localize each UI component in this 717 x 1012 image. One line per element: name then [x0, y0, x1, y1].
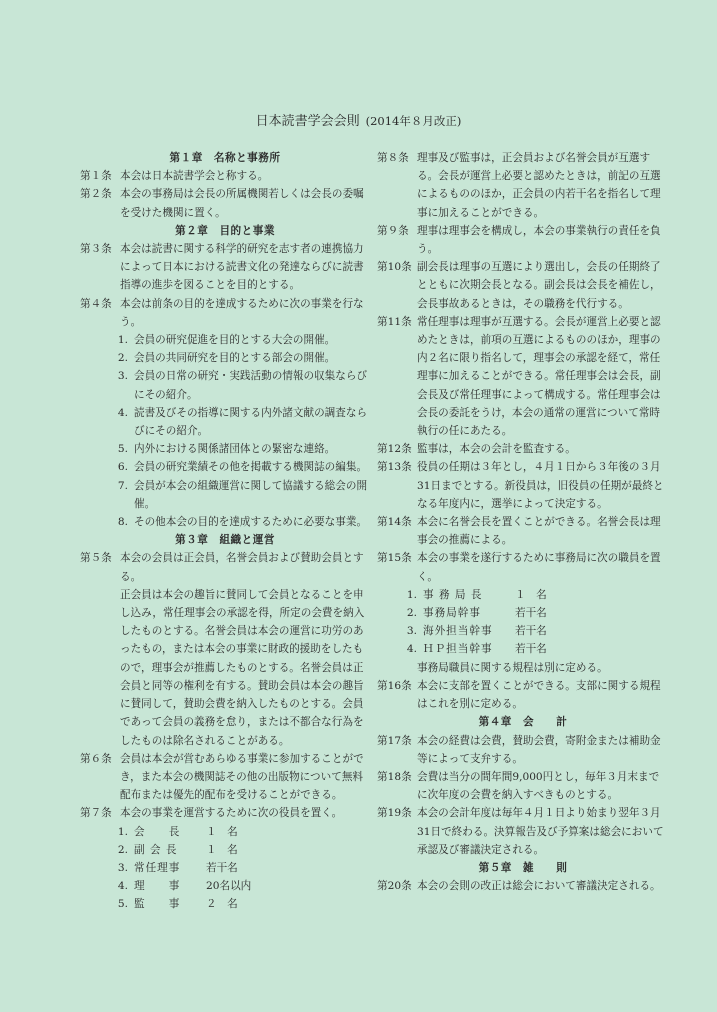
article-number: 第１条	[80, 170, 112, 183]
officer-row	[80, 841, 370, 859]
article-number: 第９条	[377, 224, 409, 237]
list-item	[80, 349, 370, 367]
article-number: 第11条	[377, 315, 412, 328]
article-text: 本会に名誉会長を置くことができる。名誉会長は理事会の推薦による。	[417, 516, 661, 547]
article-text: 本会に支部を置くことができる。支部に関する規程はこれを別に定める。	[417, 679, 661, 711]
chapter-heading: 第５章 雑 則	[478, 861, 568, 874]
staff-count: 若干名	[515, 643, 547, 656]
left-column	[80, 149, 370, 914]
list-text: 会員の研究業績その他を掲載する機関誌の編集。	[134, 461, 368, 474]
article-20	[377, 877, 669, 895]
article-text: 本会の会計年度は毎年４月１日より始まり翌年３月31日で終わる。決算報告及び予算案は総会において承認及び審議決定される。	[417, 807, 664, 856]
list-number: 3.	[117, 370, 128, 383]
officer-role: 監 事	[134, 898, 181, 911]
article-9	[377, 222, 669, 258]
article-number: 第３条	[80, 243, 112, 256]
list-number: 5.	[117, 443, 128, 456]
list-number: 7.	[117, 479, 128, 492]
list-text: 会員が本会の組織運営に関して協議する総会の開催。	[134, 479, 368, 510]
article-number: 第４条	[80, 297, 112, 310]
list-text: その他本会の目的を達成するために必要な事業。	[134, 516, 368, 529]
article-number: 第18条	[377, 770, 412, 783]
officer-count: １ 名	[206, 843, 238, 856]
article-number: 第20条	[377, 880, 412, 893]
article-7	[80, 804, 370, 822]
list-text: 読書及びその指導に関する内外諸文献の調査ならびにその紹介。	[134, 406, 368, 438]
list-number: 2.	[117, 843, 128, 856]
staff-count: 若干名	[515, 625, 547, 638]
article-11	[377, 313, 669, 440]
staff-role: 事務局幹事	[423, 607, 481, 620]
staff-role: 海外担当幹事	[423, 625, 493, 638]
article-number: 第８条	[377, 152, 409, 164]
list-number: 5.	[117, 898, 128, 911]
article-text: 役員の任期は３年とし，４月１日から３年後の３月31日までとする。新役員は，旧役員の任期が最終となる年度内に，選挙によって決定する。	[417, 461, 664, 510]
chapter-heading: 第４章 会 計	[478, 716, 568, 729]
list-number: 1.	[117, 334, 128, 347]
list-item	[80, 513, 370, 531]
article-2	[80, 185, 370, 221]
officer-count: ２ 名	[206, 898, 238, 911]
list-number: 3.	[406, 625, 417, 638]
article-text: 本会は日本読書学会と称する。	[120, 170, 269, 183]
staff-count: １ 名	[515, 588, 547, 601]
officer-count: 20名以内	[206, 880, 252, 893]
article-text: 本会の事業を遂行するために事務局に次の職員を置く。	[417, 552, 661, 583]
staff-row	[377, 604, 669, 622]
article-text: 常任理事は理事が互選する。会長が運営上必要と認めたときは，前項の互選によるもののほか，理事の内２名に限り指名して，理事会の承認を経て，常任理事に加えることができる。常任理事会は会長，副会長及び常任理事によって構成する。常任理事会は会長の委託をうけ，本会の通常の運営について常時執行の任にあたる。	[417, 315, 661, 438]
list-number: 3.	[117, 861, 128, 874]
article-1	[80, 167, 370, 185]
officer-role: 会 長	[134, 825, 181, 838]
article-number: 第15条	[377, 552, 412, 565]
article-number: 第５条	[80, 552, 112, 565]
article-text: 本会は読書に関する科学的研究を志す者の連携協力によって日本における読書文化の発達ならびに読書指導の進歩を図ることを目的とする。	[120, 243, 364, 292]
officer-row	[80, 895, 370, 913]
article-text: 本会の事業を運営するために次の役員を置く。	[120, 807, 343, 820]
list-item	[80, 331, 370, 349]
list-number: 4.	[117, 880, 128, 893]
article-number: 第２条	[80, 188, 112, 201]
list-item	[80, 404, 370, 440]
list-text: 会員の日常の研究・実践活動の情報の収集ならびにその紹介。	[134, 370, 368, 401]
article-3	[80, 240, 370, 295]
document-title-line	[0, 112, 717, 131]
article-text: 理事は理事会を構成し，本会の事業執行の責任を負う。	[417, 224, 661, 256]
article-18	[377, 768, 669, 804]
staff-count: 若干名	[515, 607, 547, 620]
article-text: 会費は当分の間年間9,000円とし，毎年３月末までに次年度の会費を納入すべきものとする。	[417, 770, 660, 802]
chapter-heading: 第２章 目的と事業	[175, 224, 275, 237]
officer-role: 常任理事	[134, 861, 181, 874]
revision-note: (2014年８月改正)	[365, 114, 462, 128]
officer-role: 副 会 長	[134, 843, 178, 856]
list-number: 4.	[117, 406, 128, 419]
article-4	[80, 295, 370, 331]
article-text: 本会は前条の目的を達成するために次の事業を行なう。	[120, 297, 364, 328]
article-6	[80, 750, 370, 805]
article-number: 第16条	[377, 679, 412, 692]
list-number: 2.	[117, 352, 128, 365]
officer-row	[80, 877, 370, 895]
list-item	[80, 458, 370, 476]
officer-count: １ 名	[206, 825, 238, 838]
officer-count: 若干名	[206, 861, 238, 874]
list-text: 内外における関係諸団体との緊密な連絡。	[134, 443, 336, 456]
article-text: 本会の会則の改正は総会において審議決定される。	[417, 880, 661, 893]
right-column	[377, 149, 669, 895]
list-number: 1.	[117, 825, 128, 838]
article-8	[377, 149, 669, 222]
article-5-paragraph: 正会員は本会の趣旨に賛同して会員となることを申し込み，常任理事会の承認を得，所定の会費を納入したものとする。名誉会員は本会の運営に功労のあったもの，または本会の事業に財政的援助をしたもので，理事会が推薦したものとする。名誉会員は正会員と同等の権利を有する。賛助会員は本会の趣旨に賛同して，賛助会費を納入したものとする。会員であって会員の義務を怠り，または不都合な行為をしたものは除名されることがある。	[120, 588, 365, 747]
article-number: 第14条	[377, 516, 412, 529]
officer-role: 理 事	[134, 880, 181, 893]
article-text: 本会の経費は会費，賛助会費，寄附金または補助金等によって支弁する。	[417, 734, 661, 765]
article-number: 第７条	[80, 807, 112, 820]
list-item	[80, 440, 370, 458]
article-number: 第17条	[377, 734, 412, 747]
list-text: 会員の研究促進を目的とする大会の開催。	[134, 334, 336, 347]
article-text: 会員は本会が営むあらゆる事業に参加することができ，また本会の機関誌その他の出版物について無料配布または優先的配布を受けることができる。	[120, 752, 364, 802]
list-number: 8.	[117, 516, 128, 529]
article-text: 本会の事務局は会長の所属機関若しくは会長の委嘱を受けた機関に置く。	[120, 188, 364, 219]
article-number: 第６条	[80, 752, 112, 765]
staff-role: 事 務 局 長	[423, 588, 483, 601]
chapter-heading: 第１章 名称と事務所	[169, 152, 281, 164]
article-number: 第13条	[377, 461, 412, 474]
article-15	[377, 549, 669, 585]
article-14	[377, 513, 669, 549]
list-number: 1.	[406, 588, 417, 601]
article-text: 本会の会員は正会員，名誉会員および賛助会員とする。	[120, 552, 364, 583]
list-item	[80, 367, 370, 403]
staff-row	[377, 622, 669, 640]
article-text: 副会長は理事の互選により選出し，会長の任期終了とともに次期会長となる。副会長は会長を補佐し，会長事故あるときは，その職務を代行する。	[417, 261, 661, 310]
article-19	[377, 804, 669, 859]
article-5	[80, 549, 370, 585]
officer-row	[80, 859, 370, 877]
article-13	[377, 458, 669, 513]
article-12	[377, 440, 669, 458]
article-number: 第12条	[377, 443, 412, 456]
list-item	[80, 477, 370, 513]
article-text: 理事及び監事は，正会員および名誉会員が互選する。会長が運営上必要と認めたときは，前記の互選によるもののほか，正会員の内若干名を指名して理事に加えることができる。	[417, 152, 661, 219]
article-text: 監事は，本会の会計を監査する。	[417, 443, 576, 456]
article-15-paragraph: 事務局職員に関する規程は別に定める。	[417, 661, 608, 674]
staff-row	[377, 586, 669, 604]
article-17	[377, 732, 669, 768]
staff-role: ＨＰ担当幹事	[423, 643, 493, 656]
list-number: 6.	[117, 461, 128, 474]
article-number: 第10条	[377, 261, 412, 274]
document-title: 日本読書学会会則	[255, 114, 360, 129]
article-number: 第19条	[377, 807, 412, 820]
list-number: 4.	[406, 643, 417, 656]
officer-row	[80, 823, 370, 841]
list-text: 会員の共同研究を目的とする部会の開催。	[134, 352, 336, 365]
staff-row	[377, 640, 669, 658]
list-number: 2.	[406, 607, 417, 620]
article-16	[377, 677, 669, 713]
article-10	[377, 258, 669, 313]
chapter-heading: 第３章 組織と運営	[175, 534, 275, 547]
